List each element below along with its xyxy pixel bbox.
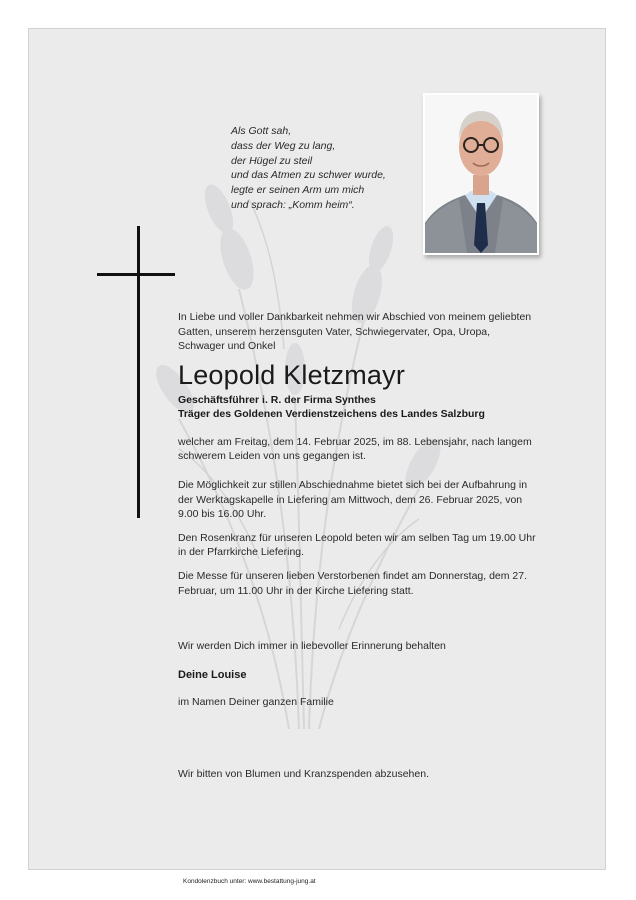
signature: Deine Louise xyxy=(178,668,247,681)
death-notice: welcher am Freitag, dem 14. Februar 2025, im 88. Lebensjahr, nach langem schwerem Leiden von uns gegangen ist. xyxy=(178,435,532,463)
mass-info: Die Messe für unseren lieben Verstorbenen findet am Donnerstag, dem 27. Februar, um 11.00 Uhr in der Kirche Liefering statt. xyxy=(178,569,528,597)
poem xyxy=(231,124,421,213)
rosary-info: Den Rosenkranz für unseren Leopold beten wir am selben Tag um 19.00 Uhr in der Pfarrkirche Liefering. xyxy=(178,531,536,559)
role-line: Geschäftsführer i. R. der Firma Synthes xyxy=(178,393,376,406)
closing-block xyxy=(178,639,538,709)
viewing-info: Die Möglichkeit zur stillen Abschiednahme bietet sich bei der Aufbahrung in der Werktagskapelle in Liefering am Mittwoch, dem 26. Februar 2025, von 9.00 bis 16.00 Uhr. xyxy=(178,478,528,521)
obituary-card xyxy=(28,28,606,870)
notice-body xyxy=(178,310,538,598)
poem-line: dass der Weg zu lang, xyxy=(231,139,336,152)
portrait-photo xyxy=(423,93,539,255)
family-text: im Namen Deiner ganzen Familie xyxy=(178,695,334,708)
intro-text: In Liebe und voller Dankbarkeit nehmen wir Abschied von meinem geliebten Gatten, unserem herzensguten Vater, Schwiegervater, Opa, Uropa, Schwager und Onkel xyxy=(178,311,532,353)
flowers-note: Wir bitten von Blumen und Kranzspenden abzusehen. xyxy=(178,768,429,780)
cross-bar xyxy=(97,273,175,276)
poem-line: und das Atmen zu schwer wurde, xyxy=(231,169,386,182)
poem-line: Als Gott sah, xyxy=(231,125,292,137)
deceased-name: Leopold Kletzmayr xyxy=(178,359,406,390)
poem-line: legte er seinen Arm um mich xyxy=(231,184,365,197)
portrait-image xyxy=(425,95,537,253)
poem-line: der Hügel zu steil xyxy=(231,154,313,167)
role-line: Träger des Goldenen Verdienstzeichens des Landes Salzburg xyxy=(178,407,485,420)
footer-link[interactable]: Kondolenzbuch unter: www.bestattung-jung.at xyxy=(183,878,316,885)
memory-text: Wir werden Dich immer in liebevoller Erinnerung behalten xyxy=(178,640,446,652)
poem-line: und sprach: „Komm heim“. xyxy=(231,198,355,211)
cross-icon xyxy=(137,226,140,518)
